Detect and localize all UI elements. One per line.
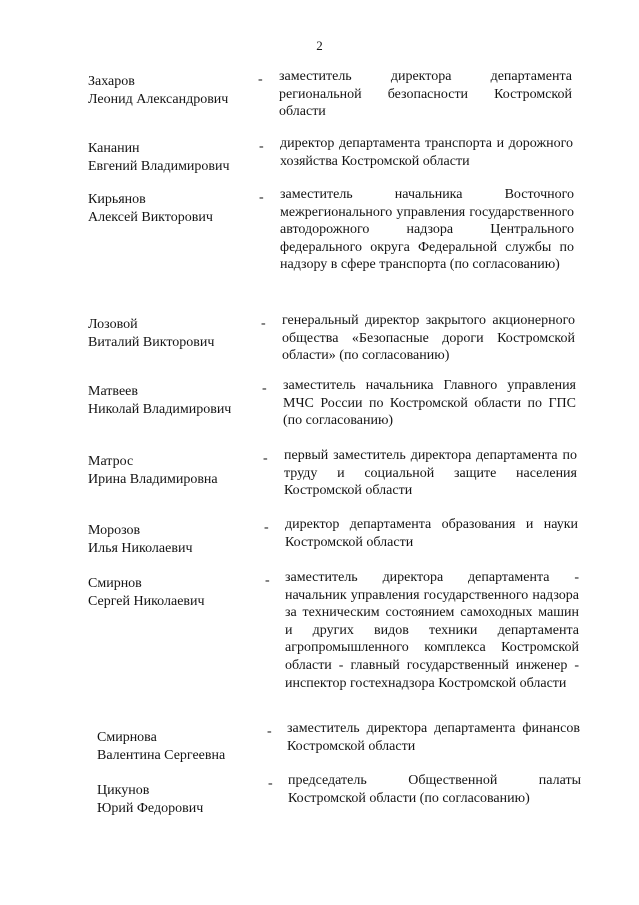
member-surname: Лозовой [88,317,138,332]
member-name [88,140,258,176]
member-position: заместитель директора департамента финансов Костромской области [287,721,580,754]
member-name [88,522,258,558]
separator-dash: - [259,139,264,154]
member-name [88,191,258,227]
member-position: первый заместитель директора департамента по труду и социальной защите населения Костромской области [284,448,577,499]
member-given-names: Алексей Викторович [88,210,213,225]
member-surname: Смирнова [97,730,157,745]
separator-dash: - [258,72,263,87]
member-given-names: Леонид Александрович [88,92,229,107]
member-name [97,729,267,765]
member-position: генеральный директор закрытого акционерного общества «Безопасные дороги Костромской области» (по согласованию) [282,313,575,364]
member-surname: Кананин [88,141,140,156]
member-surname: Захаров [88,74,135,89]
member-surname: Матвеев [88,384,138,399]
member-position: заместитель начальника Восточного межрегионального управления государственного автодорожного надзора Центрального федерального округа Федеральной службы по надзору в сфере транспорта (по согласованию) [280,187,574,273]
member-position: директор департамента образования и науки Костромской области [285,517,578,550]
separator-dash: - [259,190,264,205]
member-given-names: Илья Николаевич [88,541,193,556]
separator-dash: - [264,520,269,535]
member-given-names: Виталий Викторович [88,335,215,350]
member-name [88,383,258,419]
page-number: 2 [316,38,323,53]
member-name [88,316,258,352]
member-position: заместитель директора департамента региональной безопасности Костромской области [279,69,572,120]
member-name [88,575,258,611]
member-name [97,782,267,818]
separator-dash: - [263,451,268,466]
member-given-names: Евгений Владимирович [88,159,230,174]
member-given-names: Сергей Николаевич [88,594,205,609]
member-surname: Кирьянов [88,192,146,207]
separator-dash: - [268,776,273,791]
member-surname: Морозов [88,523,141,538]
separator-dash: - [265,573,270,588]
member-given-names: Ирина Владимировна [88,472,218,487]
member-position: заместитель директора департамента - начальник управления государственного надзора за техническим состоянием самоходных машин и других видов техники департамента агропромышленного комплекса Костромской области - главный государственный инженер - инспектор гостехнадзора Костромской области [285,570,579,691]
member-name [88,73,258,109]
member-position: заместитель начальника Главного управления МЧС России по Костромской области по ГПС (по согласованию) [283,378,576,429]
member-given-names: Юрий Федорович [97,801,204,816]
member-given-names: Валентина Сергеевна [97,748,226,763]
member-surname: Цикунов [97,783,150,798]
member-position: директор департамента транспорта и дорожного хозяйства Костромской области [280,136,573,169]
member-name [88,453,258,489]
separator-dash: - [267,724,272,739]
member-surname: Матрос [88,454,134,469]
member-surname: Смирнов [88,576,142,591]
member-position: председатель Общественной палаты Костромской области (по согласованию) [288,773,581,806]
separator-dash: - [262,381,267,396]
separator-dash: - [261,316,266,331]
member-given-names: Николай Владимирович [88,402,232,417]
